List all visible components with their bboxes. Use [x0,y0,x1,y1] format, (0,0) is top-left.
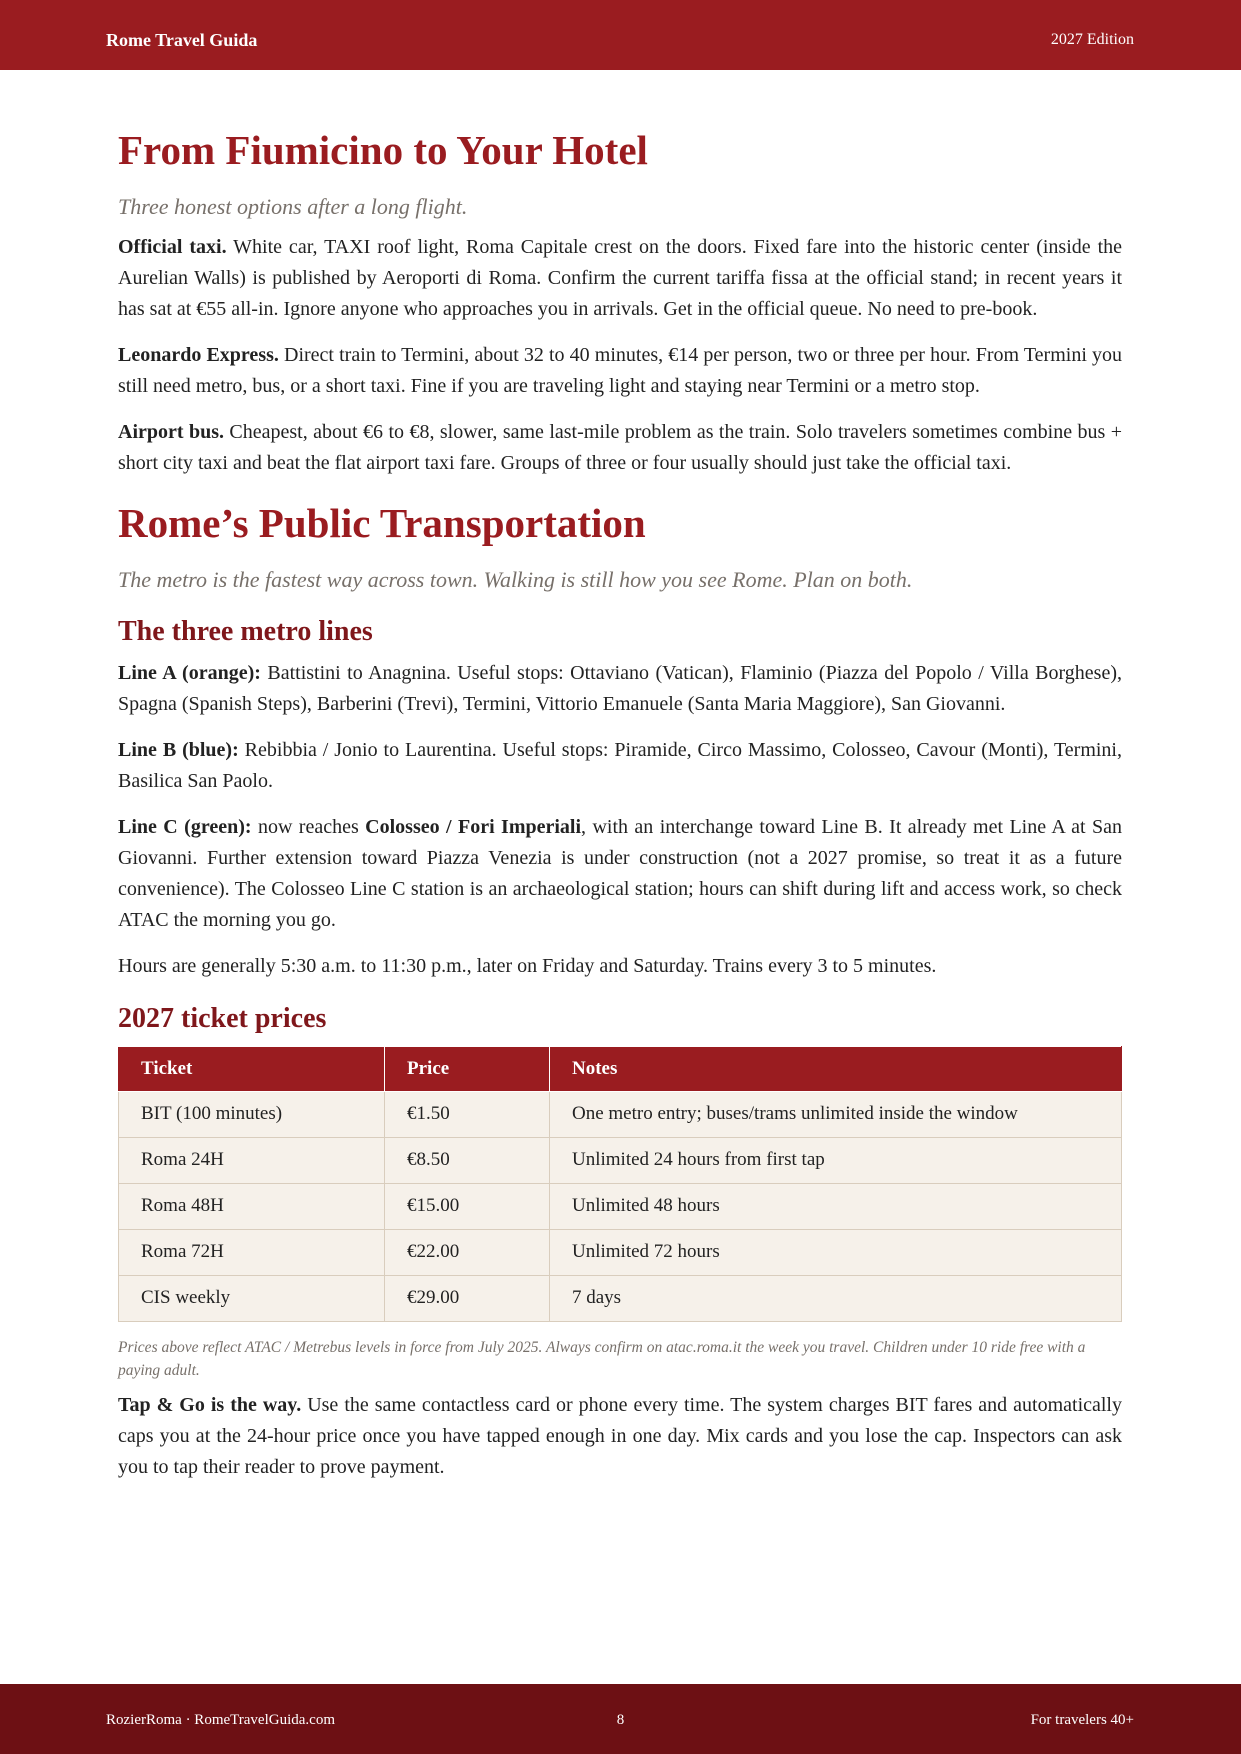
cell-notes: 7 days [550,1275,1122,1321]
paragraph-text: Use the same contactless card or phone every time. The system charges BIT fares and automatically caps you at the 24-hour price once you have tapped enough in one day. Mix cards and you lose the cap. Inspectors can ask you to tap their reader to prove payment. [118,1393,1122,1478]
table-header-row [119,1046,1122,1091]
paragraph-official-taxi [118,232,1122,325]
paragraph-line-c [118,812,1122,936]
column-header-notes: Notes [550,1046,1122,1091]
paragraph-lead: Tap & Go is the way. [118,1393,302,1416]
paragraph-text: now reaches [251,816,366,839]
table-footnote: Prices above reflect ATAC / Metrebus levels in force from July 2025. Always confirm on atac.roma.it the week you travel. Children under 10 ride free with a paying adult. [118,1338,1086,1379]
paragraph-text: Battistini to Anagnina. Useful stops: Ottaviano (Vatican), Flaminio (Piazza del Popolo / Villa Borghese), Spagna (Spanish Steps), Barberini (Trevi), Termini, Vittorio Emanuele (Santa Maria Maggiore), San Giovanni. [118,662,1122,716]
footer-publisher: RozierRoma · RomeTravelGuida.com [106,1712,335,1728]
edition-label: 2027 Edition [1050,31,1134,48]
paragraph-tap-and-go [118,1390,1122,1483]
paragraph-lead: Line B (blue): [118,739,239,762]
page-number: 8 [616,1712,625,1728]
page-content [118,126,1122,1498]
ticket-price-table [118,1046,1122,1322]
paragraph-line-b [118,735,1122,797]
cell-ticket: CIS weekly [119,1275,385,1321]
page-header [0,0,1241,70]
paragraph-text: Cheapest, about €6 to €8, slower, same last-mile problem as the train. Solo travelers sometimes combine bus + short city taxi and beat the flat airport taxi fare. Groups of three or four usually should just take the official taxi. [118,420,1122,474]
cell-ticket: Roma 48H [119,1183,385,1229]
paragraph-bold-station: Colosseo / Fori Imperiali [365,816,582,839]
column-header-ticket: Ticket [119,1046,385,1091]
ticket-prices-heading: 2027 ticket prices [118,1003,327,1035]
cell-notes: One metro entry; buses/trams unlimited inside the window [550,1091,1122,1137]
page-footer [0,1684,1241,1754]
column-header-price: Price [385,1046,550,1091]
cell-ticket: BIT (100 minutes) [119,1091,385,1137]
cell-price: €15.00 [385,1183,550,1229]
cell-price: €1.50 [385,1091,550,1137]
paragraph-lead: Leonardo Express. [118,343,279,366]
cell-ticket: Roma 24H [119,1137,385,1183]
table-row [119,1275,1122,1321]
footer-audience: For travelers 40+ [1030,1712,1134,1728]
section-title-airport: From Fiumicino to Your Hotel [118,127,648,173]
guide-brand: Rome Travel Guida [106,30,258,50]
cell-price: €29.00 [385,1275,550,1321]
paragraph-metro-hours: Hours are generally 5:30 a.m. to 11:30 p.m., later on Friday and Saturday. Trains every 3 to 5 minutes. [118,955,937,978]
table-row [119,1229,1122,1275]
metro-lines-heading: The three metro lines [118,615,373,647]
paragraph-text: Rebibbia / Jonio to Laurentina. Useful stops: Piramide, Circo Massimo, Colosseo, Cavour (Monti), Termini, Basilica San Paolo. [118,739,1122,793]
table-row [119,1091,1122,1137]
paragraph-lead: Line A (orange): [118,662,261,685]
paragraph-lead: Official taxi. [118,235,227,258]
section-subtitle-transport: The metro is the fastest way across town. Walking is still how you see Rome. Plan on both. [118,566,913,592]
paragraph-text: , with an interchange toward Line B. It already met Line A at San Giovanni. Further extension toward Piazza Venezia is under construction (not a 2027 promise, so treat it as a future convenience). The Colosseo Line C station is an archaeological station; hours can shift during lift and access work, so check ATAC the morning you go. [118,816,1122,932]
paragraph-leonardo-express [118,340,1122,402]
paragraph-lead: Airport bus. [118,420,224,443]
cell-price: €22.00 [385,1229,550,1275]
table-row [119,1137,1122,1183]
table-row [119,1183,1122,1229]
paragraph-line-a [118,658,1122,720]
paragraph-airport-bus [118,417,1122,479]
section-subtitle-airport: Three honest options after a long flight. [118,194,468,220]
paragraph-text: Direct train to Termini, about 32 to 40 minutes, €14 per person, two or three per hour. From Termini you still need metro, bus, or a short taxi. Fine if you are traveling light and staying near Termini or a metro stop. [118,343,1122,397]
cell-notes: Unlimited 72 hours [550,1229,1122,1275]
paragraph-lead: Line C (green): [118,816,252,839]
cell-notes: Unlimited 24 hours from first tap [550,1137,1122,1183]
paragraph-text: White car, TAXI roof light, Roma Capitale crest on the doors. Fixed fare into the historic center (inside the Aurelian Walls) is published by Aeroporti di Roma. Confirm the current tariffa fissa at the official stand; in recent years it has sat at €55 all-in. Ignore anyone who approaches you in arrivals. Get in the official queue. No need to pre-book. [118,235,1123,320]
cell-price: €8.50 [385,1137,550,1183]
cell-notes: Unlimited 48 hours [550,1183,1122,1229]
section-title-transport: Rome’s Public Transportation [118,499,646,546]
cell-ticket: Roma 72H [119,1229,385,1275]
